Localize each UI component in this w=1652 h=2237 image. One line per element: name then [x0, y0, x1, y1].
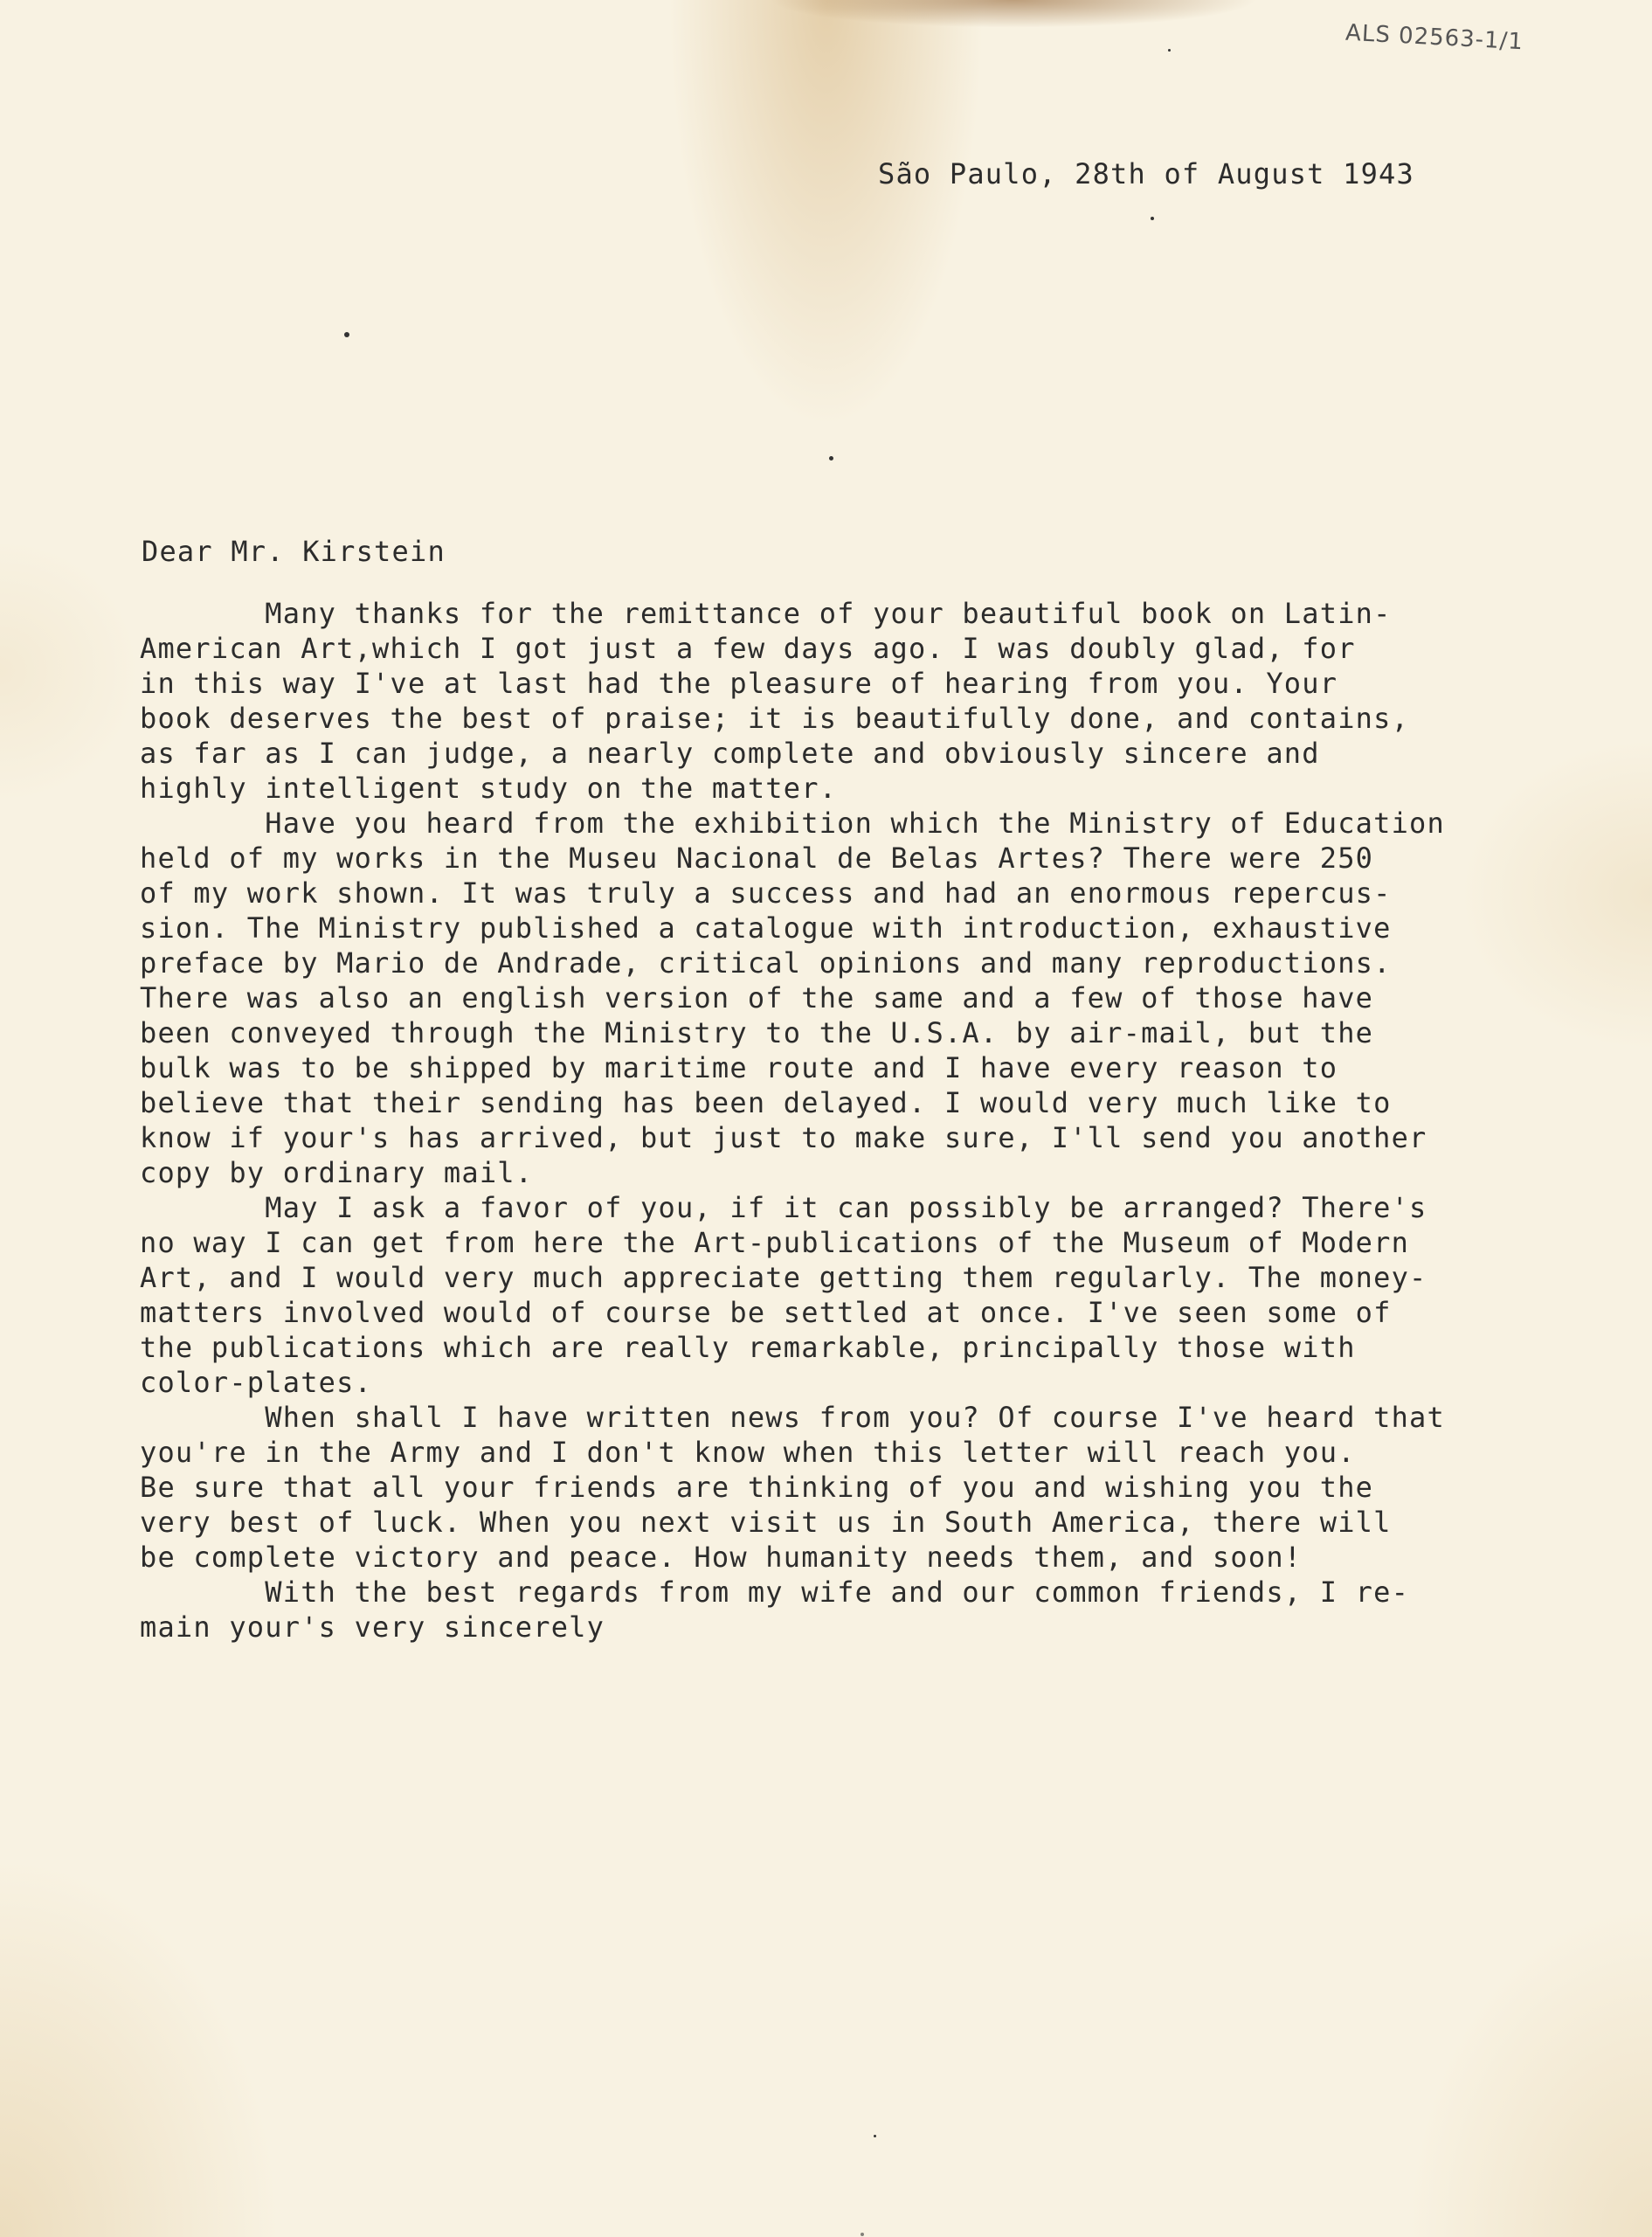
body-line: matters involved would of course be settled at once. I've seen some of	[140, 1296, 1392, 1329]
body-line: be complete victory and peace. How humanity needs them, and soon!	[140, 1541, 1303, 1574]
body-line: bulk was to be shipped by maritime route and I have every reason to	[140, 1051, 1338, 1084]
body-line: held of my works in the Museu Nacional de Belas Artes? There were 250	[140, 841, 1374, 875]
body-line: With the best regards from my wife and our common friends, I re-	[140, 1576, 1410, 1609]
body-line: book deserves the best of praise; it is beautifully done, and contains,	[140, 702, 1410, 735]
paper-stain	[769, 0, 1258, 28]
body-line: color-plates.	[140, 1366, 373, 1399]
body-line: you're in the Army and I don't know when this letter will reach you.	[140, 1436, 1356, 1469]
body-line: the publications which are really remarkable, principally those with	[140, 1331, 1356, 1364]
archive-id-annotation: ALS 02563-1/1	[1344, 19, 1524, 56]
body-line: Have you heard from the exhibition which the Ministry of Education	[140, 807, 1445, 840]
body-line: Art, and I would very much appreciate getting them regularly. The money-	[140, 1261, 1427, 1294]
body-line: highly intelligent study on the matter.	[140, 772, 838, 805]
ink-speck	[344, 332, 349, 337]
body-line: know if your's has arrived, but just to make sure, I'll send you another	[140, 1121, 1427, 1154]
body-line: When shall I have written news from you? Of course I've heard that	[140, 1401, 1445, 1434]
ink-speck	[861, 2233, 864, 2236]
dateline: São Paulo, 28th of August 1943	[878, 157, 1414, 190]
body-line: been conveyed through the Ministry to the U.S.A. by air-mail, but the	[140, 1016, 1374, 1049]
ink-speck	[874, 2135, 876, 2137]
body-line: no way I can get from here the Art-publications of the Museum of Modern	[140, 1226, 1410, 1259]
body-line: American Art,which I got just a few days ago. I was doubly glad, for	[140, 632, 1356, 665]
body-line: May I ask a favor of you, if it can possibly be arranged? There's	[140, 1191, 1427, 1224]
body-line: Be sure that all your friends are thinking of you and wishing you the	[140, 1471, 1374, 1504]
body-line: There was also an english version of the same and a few of those have	[140, 981, 1374, 1015]
body-line: sion. The Ministry published a catalogue with introduction, exhaustive	[140, 911, 1392, 945]
ink-speck	[829, 456, 833, 461]
body-line: copy by ordinary mail.	[140, 1156, 534, 1189]
body-line: of my work shown. It was truly a success and had an enormous repercus-	[140, 876, 1392, 910]
ink-speck	[1168, 49, 1171, 52]
body-line: in this way I've at last had the pleasure of hearing from you. Your	[140, 667, 1338, 700]
salutation: Dear Mr. Kirstein	[142, 535, 446, 568]
ink-speck	[1151, 217, 1154, 220]
body-line: believe that their sending has been delayed. I would very much like to	[140, 1086, 1392, 1119]
body-line: Many thanks for the remittance of your beautiful book on Latin-	[140, 597, 1392, 630]
body-line: as far as I can judge, a nearly complete and obviously sincere and	[140, 737, 1320, 770]
body-line: main your's very sincerely	[140, 1610, 605, 1644]
body-line: very best of luck. When you next visit us in South America, there will	[140, 1506, 1392, 1539]
body-line: preface by Mario de Andrade, critical opinions and many reproductions.	[140, 946, 1392, 980]
letter-body	[140, 596, 1642, 1645]
